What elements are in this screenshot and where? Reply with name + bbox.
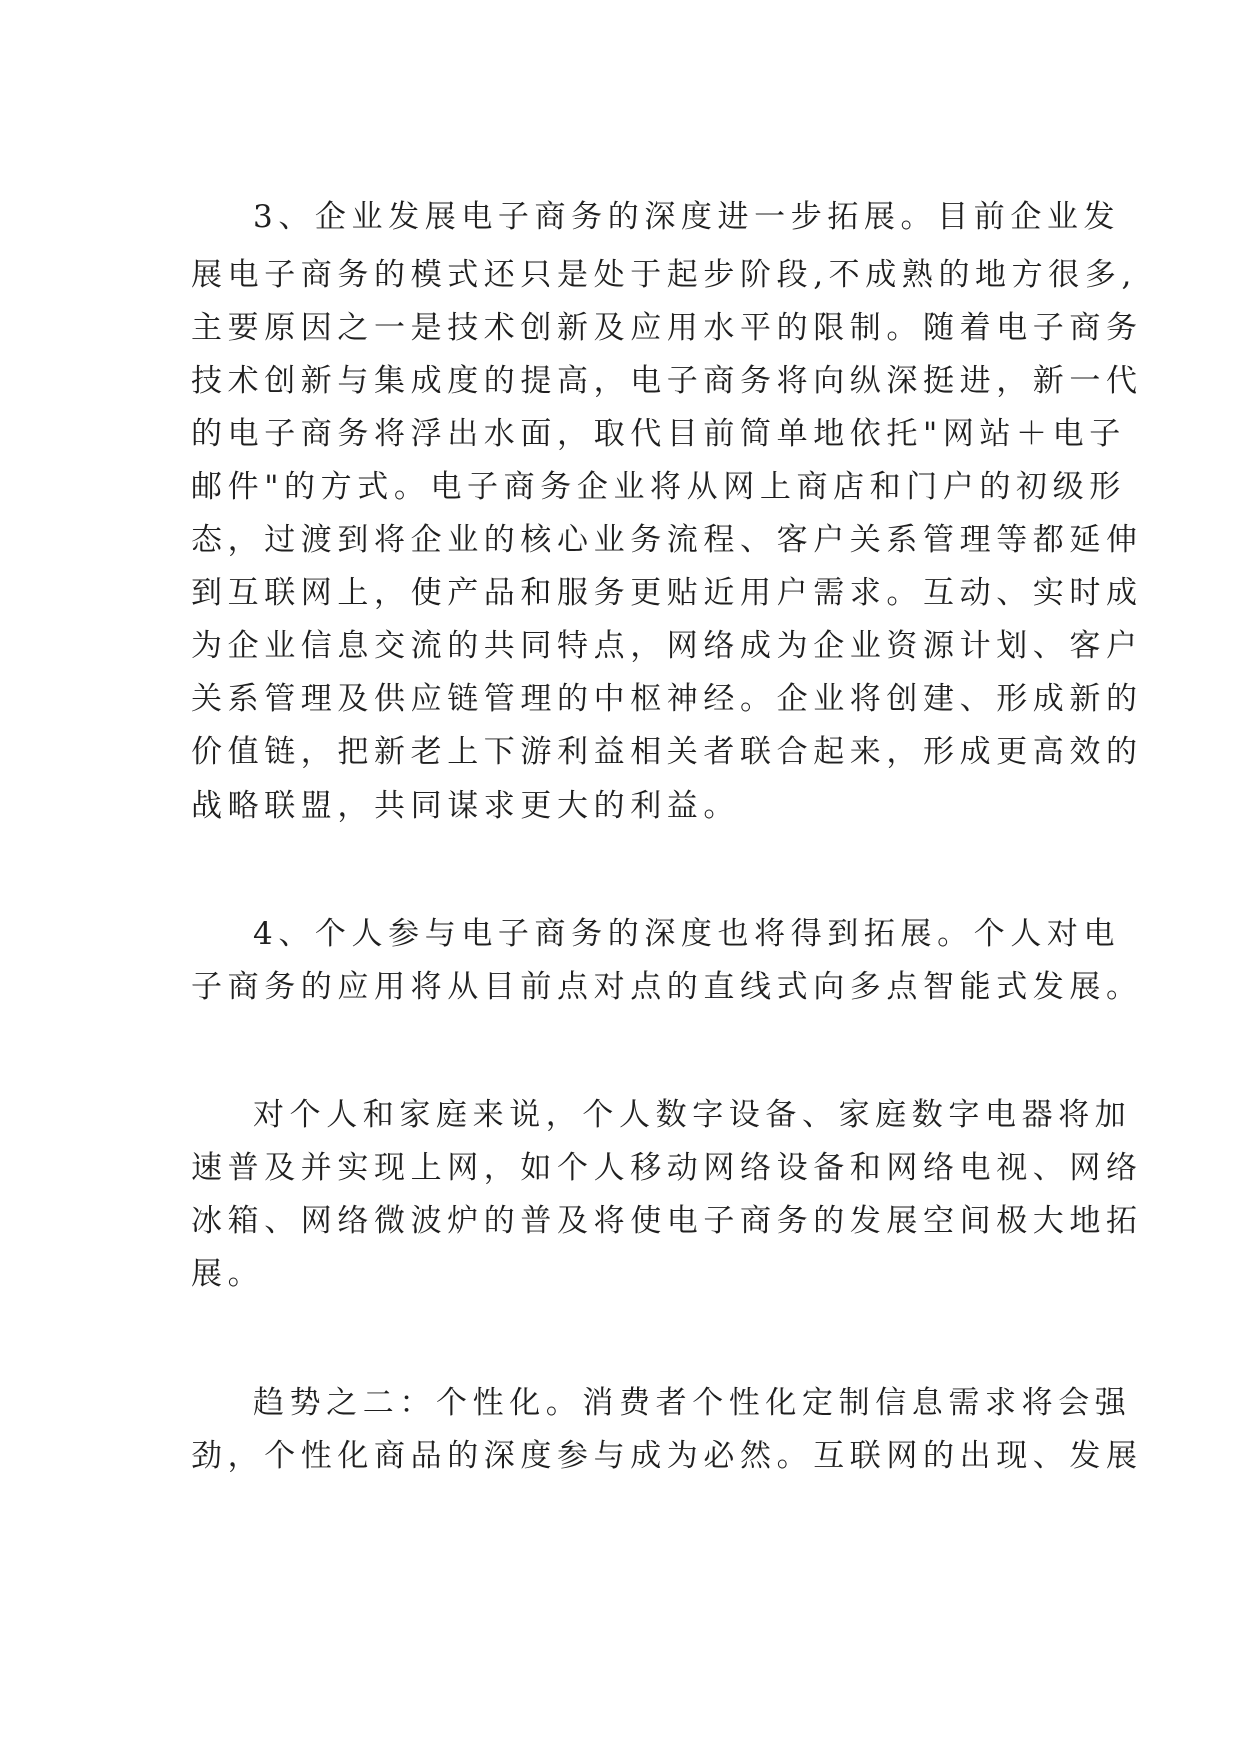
paragraph-line: 主要原因之一是技术创新及应用水平的限制。随着电子商务	[191, 310, 1143, 346]
paragraph-line: 4、个人参与电子商务的深度也将得到拓展。个人对电	[253, 916, 1121, 952]
paragraph-line: 趋势之二：个性化。消费者个性化定制信息需求将会强	[253, 1385, 1132, 1421]
paragraph-line: 劲，个性化商品的深度参与成为必然。互联网的出现、发展	[191, 1438, 1143, 1474]
paragraph-line: 展。	[191, 1256, 265, 1292]
paragraph-line: 关系管理及供应链管理的中枢神经。企业将创建、形成新的	[191, 681, 1143, 717]
paragraph-line: 展电子商务的模式还只是处于起步阶段,不成熟的地方很多,	[191, 257, 1137, 293]
paragraph-line: 价值链，把新老上下游利益相关者联合起来，形成更高效的	[191, 734, 1143, 770]
paragraph-line: 3、企业发展电子商务的深度进一步拓展。目前企业发	[253, 199, 1121, 235]
paragraph-line: 技术创新与集成度的提高，电子商务将向纵深挺进，新一代	[191, 363, 1143, 399]
paragraph-line: 子商务的应用将从目前点对点的直线式向多点智能式发展。	[191, 969, 1143, 1005]
paragraph-line: 到互联网上，使产品和服务更贴近用户需求。互动、实时成	[191, 575, 1143, 611]
paragraph-line: 为企业信息交流的共同特点，网络成为企业资源计划、客户	[191, 628, 1143, 664]
paragraph-line: 的电子商务将浮出水面，取代目前简单地依托"网站＋电子	[191, 416, 1126, 452]
paragraph-line: 速普及并实现上网，如个人移动网络设备和网络电视、网络	[191, 1150, 1143, 1186]
paragraph-line: 对个人和家庭来说，个人数字设备、家庭数字电器将加	[253, 1097, 1132, 1133]
paragraph-line: 态，过渡到将企业的核心业务流程、客户关系管理等都延伸	[191, 522, 1143, 558]
paragraph-line: 冰箱、网络微波炉的普及将使电子商务的发展空间极大地拓	[191, 1203, 1143, 1239]
paragraph-line: 战略联盟，共同谋求更大的利益。	[191, 788, 740, 824]
paragraph-line: 邮件"的方式。电子商务企业将从网上商店和门户的初级形	[191, 469, 1126, 505]
